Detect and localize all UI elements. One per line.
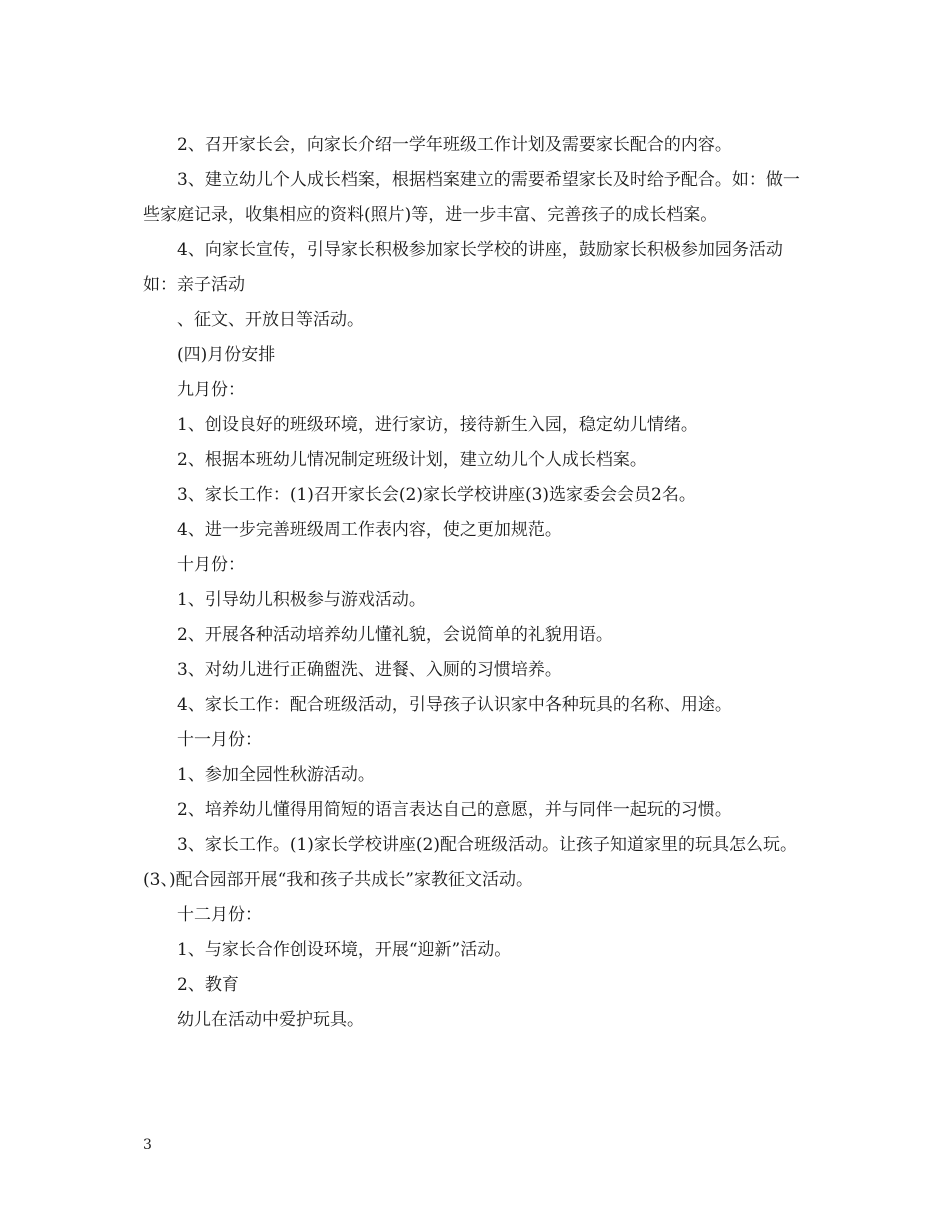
paragraph: 幼儿在活动中爱护玩具。: [177, 1010, 364, 1030]
month-heading: 九月份：: [177, 380, 245, 400]
list-item: 1、创设良好的班级环境，进行家访，接待新生入园，稳定幼儿情绪。: [177, 415, 698, 435]
month-heading: 十一月份：: [177, 730, 262, 750]
list-item: 2、培养幼儿懂得用简短的语言表达自己的意愿，并与同伴一起玩的习惯。: [177, 800, 732, 820]
list-item: 3、对幼儿进行正确盥洗、进餐、入厕的习惯培养。: [177, 660, 562, 680]
list-item: 3、家长工作：(1)召开家长会(2)家长学校讲座(3)选家委会会员2名。: [177, 485, 696, 505]
list-item: 2、开展各种活动培养幼儿懂礼貌，会说简单的礼貌用语。: [177, 625, 613, 645]
paragraph: 3、建立幼儿个人成长档案，根据档案建立的需要希望家长及时给予配合。如：做一些家庭记录，收集相应的资料(照片)等，进一步丰富、完善孩子的成长档案。: [143, 170, 800, 225]
section-heading: (四)月份安排: [177, 345, 276, 365]
list-item: 1、与家长合作创设环境，开展“迎新”活动。: [177, 940, 512, 960]
list-item: 1、引导幼儿积极参与游戏活动。: [177, 590, 426, 610]
list-item: 1、参加全园性秋游活动。: [177, 765, 375, 785]
paragraph: 2、召开家长会，向家长介绍一学年班级工作计划及需要家长配合的内容。: [177, 135, 732, 155]
list-item: 3、家长工作。(1)家长学校讲座(2)配合班级活动。让孩子知道家里的玩具怎么玩。(3、)配合园部开展“我和孩子共成长”家教征文活动。: [143, 835, 797, 890]
month-heading: 十二月份：: [177, 905, 262, 925]
list-item: 4、家长工作：配合班级活动，引导孩子认识家中各种玩具的名称、用途。: [177, 695, 732, 715]
document-body: [143, 128, 813, 1038]
paragraph: 、征文、开放日等活动。: [177, 310, 364, 330]
list-item: 2、教育: [177, 975, 239, 995]
paragraph: 4、向家长宣传，引导家长积极参加家长学校的讲座，鼓励家长积极参加园务活动如：亲子活动: [143, 240, 783, 295]
list-item: 4、进一步完善班级周工作表内容，使之更加规范。: [177, 520, 562, 540]
list-item: 2、根据本班幼儿情况制定班级计划，建立幼儿个人成长档案。: [177, 450, 647, 470]
month-heading: 十月份：: [177, 555, 245, 575]
page-number: 3: [143, 1137, 152, 1153]
